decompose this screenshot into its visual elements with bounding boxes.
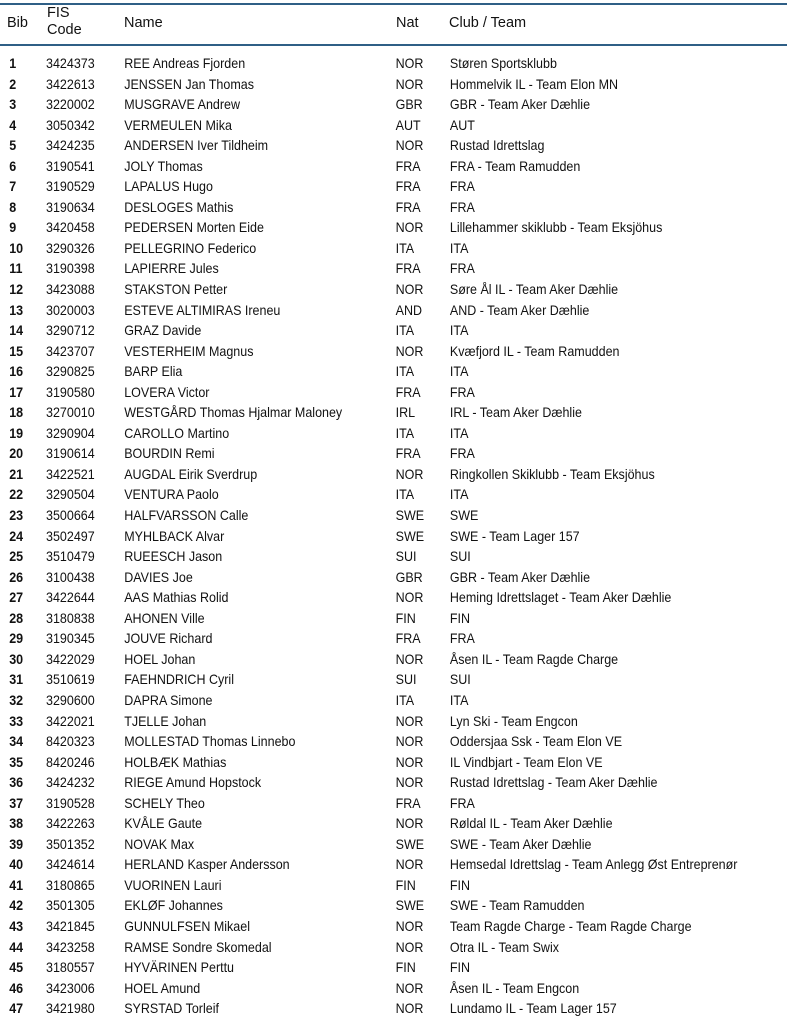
- nation-cell: NOR: [395, 939, 424, 955]
- table-row: [0, 116, 787, 137]
- fis-code-cell: 3501352: [46, 836, 95, 852]
- club-team-cell: FRA - Team Ramudden: [449, 158, 581, 174]
- bib-cell: 15: [9, 343, 24, 359]
- name-cell: ESTEVE ALTIMIRAS Ireneu: [124, 302, 281, 318]
- club-team-cell: Støren Sportsklubb: [449, 56, 557, 71]
- name-cell: KVÅLE Gaute: [124, 816, 203, 832]
- club-team-cell: Lillehammer skiklubb - Team Eksjöhus: [449, 220, 663, 236]
- table-row: [0, 485, 787, 506]
- nation-cell: ITA: [395, 487, 415, 503]
- club-team-cell: Søre Ål IL - Team Aker Dæhlie: [449, 282, 619, 298]
- table-row: [0, 753, 787, 774]
- nation-cell: NOR: [395, 220, 424, 236]
- club-team-cell: IRL - Team Aker Dæhlie: [449, 405, 582, 421]
- fis-code-cell: 3270010: [46, 405, 95, 421]
- club-team-cell: FIN: [449, 960, 471, 976]
- fis-code-cell: 3420458: [46, 220, 95, 236]
- club-team-cell: Åsen IL - Team Engcon: [449, 980, 580, 996]
- club-team-cell: SUI: [449, 672, 471, 688]
- club-team-cell: Lundamo IL - Team Lager 157: [449, 1001, 617, 1017]
- bib-cell: 3: [9, 97, 17, 113]
- fis-code-cell: 3421980: [46, 1001, 95, 1017]
- bib-cell: 25: [9, 549, 24, 565]
- table-row: [0, 609, 787, 630]
- name-cell: HOEL Amund: [124, 980, 201, 996]
- club-team-cell: AND - Team Aker Dæhlie: [449, 302, 590, 318]
- fis-code-cell: 3020003: [46, 302, 95, 318]
- table-row: [0, 712, 787, 733]
- club-team-cell: ITA: [449, 692, 469, 708]
- table-row: [0, 136, 787, 157]
- bib-cell: 2: [9, 76, 17, 92]
- name-cell: DAPRA Simone: [124, 692, 213, 708]
- name-cell: RIEGE Amund Hopstock: [124, 775, 262, 791]
- table-row: [0, 403, 787, 424]
- club-team-cell: ITA: [449, 323, 469, 339]
- table-row: [0, 362, 787, 383]
- nation-cell: SWE: [395, 508, 425, 524]
- club-team-cell: SWE: [449, 508, 479, 524]
- name-cell: MUSGRAVE Andrew: [124, 97, 241, 113]
- name-cell: RUEESCH Jason: [124, 549, 223, 565]
- name-cell: PEDERSEN Morten Eide: [124, 220, 264, 236]
- name-cell: LAPIERRE Jules: [124, 261, 219, 277]
- header-nat: Nat: [396, 15, 419, 31]
- name-cell: NOVAK Max: [124, 836, 195, 852]
- fis-code-cell: 3423707: [46, 343, 95, 359]
- bib-cell: 33: [9, 713, 24, 729]
- name-cell: LAPALUS Hugo: [124, 179, 213, 195]
- club-team-cell: Lyn Ski - Team Engcon: [449, 713, 578, 729]
- name-cell: MYHLBACK Alvar: [124, 528, 225, 544]
- club-team-cell: Rustad Idrettslag - Team Aker Dæhlie: [449, 775, 658, 791]
- club-team-cell: FRA: [449, 199, 475, 215]
- fis-code-cell: 3290904: [46, 425, 95, 441]
- name-cell: REE Andreas Fjorden: [124, 56, 246, 71]
- nation-cell: FRA: [395, 384, 421, 400]
- fis-code-cell: 3190528: [46, 795, 95, 811]
- table-row: [0, 855, 787, 876]
- nation-cell: IRL: [395, 405, 416, 421]
- bib-cell: 9: [9, 220, 17, 236]
- nation-cell: NOR: [395, 138, 424, 154]
- bib-cell: 17: [9, 384, 24, 400]
- club-team-cell: SUI: [449, 549, 471, 565]
- fis-code-cell: 8420323: [46, 734, 95, 750]
- header-fis-line2: Code: [47, 22, 82, 38]
- fis-code-cell: 3424373: [46, 56, 95, 71]
- club-team-cell: FRA: [449, 795, 475, 811]
- table-row: [0, 383, 787, 404]
- nation-cell: FIN: [395, 610, 416, 626]
- club-team-cell: Otra IL - Team Swix: [449, 939, 560, 955]
- table-row: [0, 691, 787, 712]
- name-cell: VERMEULEN Mika: [124, 117, 232, 133]
- table-row: [0, 54, 787, 75]
- bib-cell: 27: [9, 590, 24, 606]
- nation-cell: GBR: [395, 569, 423, 585]
- bib-cell: 8: [9, 199, 17, 215]
- nation-cell: FRA: [395, 446, 421, 462]
- fis-code-cell: 3190614: [46, 446, 95, 462]
- bib-cell: 4: [9, 117, 17, 133]
- bib-cell: 46: [9, 980, 24, 996]
- name-cell: FAEHNDRICH Cyril: [124, 672, 234, 688]
- nation-cell: NOR: [395, 754, 424, 770]
- name-cell: HYVÄRINEN Perttu: [124, 960, 235, 976]
- nation-cell: FRA: [395, 631, 421, 647]
- name-cell: HOEL Johan: [124, 651, 196, 667]
- bib-cell: 29: [9, 631, 24, 647]
- club-team-cell: ITA: [449, 364, 469, 380]
- name-cell: JOLY Thomas: [124, 158, 203, 174]
- table-row: [0, 588, 787, 609]
- nation-cell: GBR: [395, 97, 423, 113]
- table-row: [0, 301, 787, 322]
- header-bib: Bib: [7, 15, 28, 31]
- table-row: [0, 650, 787, 671]
- bib-cell: 18: [9, 405, 24, 421]
- name-cell: VENTURA Paolo: [124, 487, 219, 503]
- table-row: [0, 342, 787, 363]
- nation-cell: NOR: [395, 1001, 424, 1017]
- fis-code-cell: 3422029: [46, 651, 95, 667]
- bib-cell: 32: [9, 692, 24, 708]
- fis-code-cell: 3290326: [46, 240, 95, 256]
- nation-cell: NOR: [395, 713, 424, 729]
- name-cell: MOLLESTAD Thomas Linnebo: [124, 734, 296, 750]
- fis-code-cell: 3190634: [46, 199, 95, 215]
- nation-cell: NOR: [395, 734, 424, 750]
- bib-cell: 38: [9, 816, 24, 832]
- table-row: [0, 547, 787, 568]
- club-team-cell: Ringkollen Skiklubb - Team Eksjöhus: [449, 466, 655, 482]
- bib-cell: 41: [9, 877, 24, 893]
- name-cell: ANDERSEN Iver Tildheim: [124, 138, 269, 154]
- table-row: [0, 814, 787, 835]
- nation-cell: NOR: [395, 857, 424, 873]
- header-fis-line1: FIS: [47, 5, 70, 21]
- table-row: [0, 794, 787, 815]
- fis-code-cell: 3510619: [46, 672, 95, 688]
- table-row: [0, 157, 787, 178]
- table-row: [0, 177, 787, 198]
- fis-code-cell: 3422521: [46, 466, 95, 482]
- nation-cell: NOR: [395, 816, 424, 832]
- table-row: [0, 95, 787, 116]
- club-team-cell: Team Ragde Charge - Team Ragde Charge: [449, 918, 692, 934]
- nation-cell: FIN: [395, 960, 416, 976]
- fis-code-cell: 3050342: [46, 117, 95, 133]
- club-team-cell: ITA: [449, 487, 469, 503]
- fis-code-cell: 3422021: [46, 713, 95, 729]
- table-row: [0, 259, 787, 280]
- fis-code-cell: 3424614: [46, 857, 95, 873]
- bib-cell: 5: [9, 138, 17, 154]
- table-row: [0, 198, 787, 219]
- fis-code-cell: 3423258: [46, 939, 95, 955]
- table-row: [0, 527, 787, 548]
- bib-cell: 37: [9, 795, 24, 811]
- fis-code-cell: 3422263: [46, 816, 95, 832]
- table-row: [0, 876, 787, 897]
- bib-cell: 45: [9, 960, 24, 976]
- name-cell: JENSSEN Jan Thomas: [124, 76, 254, 92]
- nation-cell: FRA: [395, 158, 421, 174]
- nation-cell: NOR: [395, 282, 424, 298]
- bib-cell: 23: [9, 508, 24, 524]
- fis-code-cell: 3180557: [46, 960, 95, 976]
- bib-cell: 7: [9, 179, 17, 195]
- name-cell: BOURDIN Remi: [124, 446, 215, 462]
- nation-cell: FRA: [395, 795, 421, 811]
- nation-cell: NOR: [395, 918, 424, 934]
- table-row: [0, 465, 787, 486]
- nation-cell: NOR: [395, 980, 424, 996]
- bib-cell: 31: [9, 672, 24, 688]
- table-row: [0, 629, 787, 650]
- name-cell: JOUVE Richard: [124, 631, 213, 647]
- club-team-cell: SWE - Team Lager 157: [449, 528, 580, 544]
- table-row: [0, 835, 787, 856]
- nation-cell: FRA: [395, 261, 421, 277]
- name-cell: HOLBÆK Mathias: [124, 754, 227, 770]
- bib-cell: 22: [9, 487, 24, 503]
- name-cell: PELLEGRINO Federico: [124, 240, 257, 256]
- table-header: [0, 0, 787, 44]
- club-team-cell: Heming Idrettslaget - Team Aker Dæhlie: [449, 590, 672, 606]
- fis-code-cell: 3190580: [46, 384, 95, 400]
- table-row: [0, 917, 787, 938]
- nation-cell: SUI: [395, 549, 417, 565]
- club-team-cell: FRA: [449, 261, 475, 277]
- table-row: [0, 670, 787, 691]
- name-cell: LOVERA Victor: [124, 384, 210, 400]
- fis-code-cell: 3190541: [46, 158, 95, 174]
- nation-cell: SWE: [395, 528, 425, 544]
- club-team-cell: Kvæfjord IL - Team Ramudden: [449, 343, 620, 359]
- club-team-cell: FRA: [449, 384, 475, 400]
- nation-cell: NOR: [395, 56, 424, 71]
- club-team-cell: SWE - Team Aker Dæhlie: [449, 836, 592, 852]
- table-row: [0, 239, 787, 260]
- table-row: [0, 979, 787, 1000]
- bib-cell: 47: [9, 1001, 24, 1017]
- name-cell: WESTGÅRD Thomas Hjalmar Maloney: [124, 405, 343, 421]
- bib-cell: 1: [9, 56, 17, 71]
- name-cell: VESTERHEIM Magnus: [124, 343, 254, 359]
- nation-cell: SWE: [395, 898, 425, 914]
- table-row: [0, 938, 787, 959]
- bib-cell: 21: [9, 466, 24, 482]
- name-cell: HALFVARSSON Calle: [124, 508, 249, 524]
- table-row: [0, 506, 787, 527]
- nation-cell: NOR: [395, 775, 424, 791]
- club-team-cell: Røldal IL - Team Aker Dæhlie: [449, 816, 613, 832]
- bib-cell: 13: [9, 302, 24, 318]
- club-team-cell: Oddersjaa Ssk - Team Elon VE: [449, 734, 623, 750]
- bib-cell: 30: [9, 651, 24, 667]
- fis-code-cell: 3502497: [46, 528, 95, 544]
- table-row: [0, 321, 787, 342]
- bib-cell: 42: [9, 898, 24, 914]
- fis-code-cell: 3290825: [46, 364, 95, 380]
- club-team-cell: FRA: [449, 446, 475, 462]
- bib-cell: 35: [9, 754, 24, 770]
- table-row: [0, 773, 787, 794]
- name-cell: GUNNULFSEN Mikael: [124, 918, 250, 934]
- bib-cell: 26: [9, 569, 24, 585]
- nation-cell: ITA: [395, 425, 415, 441]
- table-row: [0, 444, 787, 465]
- bib-cell: 11: [9, 261, 23, 277]
- table-row: [0, 896, 787, 917]
- fis-code-cell: 3422644: [46, 590, 95, 606]
- bib-cell: 12: [9, 282, 24, 298]
- name-cell: RAMSE Sondre Skomedal: [124, 939, 272, 955]
- club-team-cell: GBR - Team Aker Dæhlie: [449, 97, 591, 113]
- table-row: [0, 424, 787, 445]
- club-team-cell: FIN: [449, 610, 471, 626]
- name-cell: CAROLLO Martino: [124, 425, 230, 441]
- fis-code-cell: 3290712: [46, 323, 95, 339]
- table-row: [0, 958, 787, 979]
- name-cell: VUORINEN Lauri: [124, 877, 222, 893]
- nation-cell: SWE: [395, 836, 425, 852]
- name-cell: STAKSTON Petter: [124, 282, 228, 298]
- club-team-cell: FIN: [449, 877, 471, 893]
- club-team-cell: ITA: [449, 425, 469, 441]
- name-cell: HERLAND Kasper Andersson: [124, 857, 290, 873]
- fis-code-cell: 3190398: [46, 261, 95, 277]
- nation-cell: ITA: [395, 364, 415, 380]
- fis-code-cell: 3290504: [46, 487, 95, 503]
- club-team-cell: ITA: [449, 240, 469, 256]
- name-cell: DESLOGES Mathis: [124, 199, 234, 215]
- club-team-cell: Rustad Idrettslag: [449, 138, 545, 154]
- bib-cell: 14: [9, 323, 24, 339]
- table-row: [0, 568, 787, 589]
- fis-code-cell: 3290600: [46, 692, 95, 708]
- club-team-cell: IL Vindbjart - Team Elon VE: [449, 754, 603, 770]
- fis-code-cell: 3424232: [46, 775, 95, 791]
- fis-code-cell: 3501305: [46, 898, 95, 914]
- name-cell: EKLØF Johannes: [124, 898, 223, 914]
- nation-cell: NOR: [395, 343, 424, 359]
- fis-code-cell: 3100438: [46, 569, 95, 585]
- bib-cell: 28: [9, 610, 24, 626]
- nation-cell: AND: [395, 302, 423, 318]
- fis-code-cell: 3423088: [46, 282, 95, 298]
- name-cell: TJELLE Johan: [124, 713, 207, 729]
- header-rule: [0, 44, 787, 46]
- fis-code-cell: 3421845: [46, 918, 95, 934]
- club-team-cell: Hemsedal Idrettslag - Team Anlegg Øst Entreprenør: [449, 857, 738, 873]
- club-team-cell: Hommelvik IL - Team Elon MN: [449, 76, 619, 92]
- fis-code-cell: 3180865: [46, 877, 95, 893]
- bib-cell: 10: [9, 240, 24, 256]
- name-cell: AUGDAL Eirik Sverdrup: [124, 466, 258, 482]
- header-name: Name: [124, 15, 163, 31]
- nation-cell: ITA: [395, 692, 415, 708]
- table-row: [0, 218, 787, 239]
- table-row: [0, 732, 787, 753]
- bib-cell: 44: [9, 939, 24, 955]
- fis-code-cell: 3510479: [46, 549, 95, 565]
- club-team-cell: FRA: [449, 631, 475, 647]
- fis-code-cell: 3180838: [46, 610, 95, 626]
- header-club: Club / Team: [449, 15, 527, 31]
- nation-cell: FRA: [395, 179, 421, 195]
- name-cell: SCHELY Theo: [124, 795, 205, 811]
- name-cell: BARP Elia: [124, 364, 183, 380]
- fis-code-cell: 8420246: [46, 754, 95, 770]
- name-cell: DAVIES Joe: [124, 569, 193, 585]
- start-list-table: [0, 54, 787, 1020]
- name-cell: AHONEN Ville: [124, 610, 205, 626]
- nation-cell: SUI: [395, 672, 417, 688]
- bib-cell: 39: [9, 836, 24, 852]
- club-team-cell: Åsen IL - Team Ragde Charge: [449, 651, 619, 667]
- fis-code-cell: 3190529: [46, 179, 95, 195]
- bib-cell: 34: [9, 734, 24, 750]
- fis-code-cell: 3424235: [46, 138, 95, 154]
- name-cell: SYRSTAD Torleif: [124, 1001, 219, 1017]
- nation-cell: NOR: [395, 590, 424, 606]
- fis-code-cell: 3500664: [46, 508, 95, 524]
- nation-cell: AUT: [395, 117, 421, 133]
- nation-cell: ITA: [395, 240, 415, 256]
- bib-cell: 24: [9, 528, 24, 544]
- nation-cell: FRA: [395, 199, 421, 215]
- bib-cell: 16: [9, 364, 24, 380]
- nation-cell: FIN: [395, 877, 416, 893]
- name-cell: AAS Mathias Rolid: [124, 590, 229, 606]
- bib-cell: 36: [9, 775, 24, 791]
- fis-code-cell: 3422613: [46, 76, 95, 92]
- nation-cell: NOR: [395, 76, 424, 92]
- club-team-cell: FRA: [449, 179, 475, 195]
- fis-code-cell: 3190345: [46, 631, 95, 647]
- nation-cell: ITA: [395, 323, 415, 339]
- table-row: [0, 75, 787, 96]
- name-cell: GRAZ Davide: [124, 323, 202, 339]
- bib-cell: 40: [9, 857, 24, 873]
- club-team-cell: GBR - Team Aker Dæhlie: [449, 569, 591, 585]
- table-row: [0, 280, 787, 301]
- table-row: [0, 999, 787, 1020]
- club-team-cell: SWE - Team Ramudden: [449, 898, 585, 914]
- bib-cell: 6: [9, 158, 17, 174]
- club-team-cell: AUT: [449, 117, 475, 133]
- bib-cell: 20: [9, 446, 24, 462]
- fis-code-cell: 3423006: [46, 980, 95, 996]
- nation-cell: NOR: [395, 466, 424, 482]
- bib-cell: 43: [9, 918, 24, 934]
- fis-code-cell: 3220002: [46, 97, 95, 113]
- nation-cell: NOR: [395, 651, 424, 667]
- bib-cell: 19: [9, 425, 24, 441]
